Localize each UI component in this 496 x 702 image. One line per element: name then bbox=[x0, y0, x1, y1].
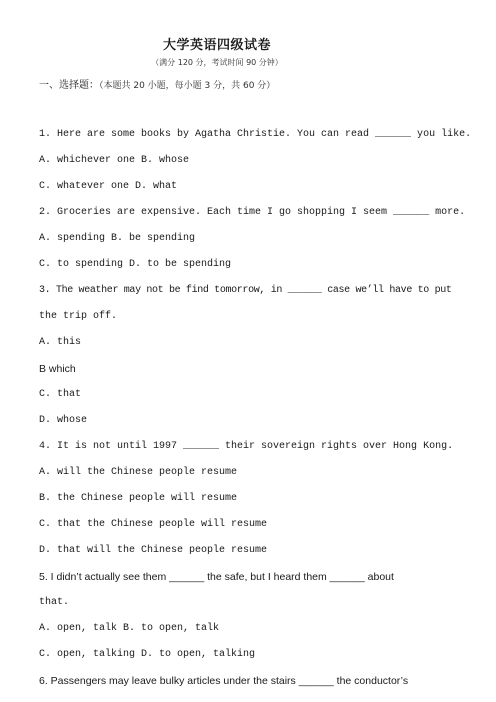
section-heading-label: 一、选择题： bbox=[39, 80, 99, 91]
question-4-option-d: D. that will the Chinese people resume bbox=[39, 545, 268, 556]
question-5-stem-continued: that. bbox=[39, 597, 70, 608]
question-3-option-a: A. this bbox=[39, 337, 82, 348]
question-6-stem: 6. Passengers may leave bulky articles under the stairs ______ the conductor’s bbox=[39, 675, 409, 687]
section-heading bbox=[39, 76, 275, 91]
question-4-option-b: B. the Chinese people will resume bbox=[39, 493, 238, 504]
exam-title: 大学英语四级试卷 bbox=[162, 38, 271, 53]
question-5-stem: 5. I didn’t actually see them ______ the safe, but I heard them ______ about bbox=[39, 571, 394, 583]
question-3-stem: 3. The weather may not be find tomorrow, in ______ case we’ll have to put bbox=[39, 285, 452, 296]
question-5-options-ab: A. open, talk B. to open, talk bbox=[39, 623, 220, 634]
question-4-option-c: C. that the Chinese people will resume bbox=[39, 519, 268, 530]
question-4-option-a: A. will the Chinese people resume bbox=[39, 467, 238, 478]
exam-subtitle: （满分 120 分，考试时间 90 分钟） bbox=[151, 58, 283, 67]
question-1-stem: 1. Here are some books by Agatha Christie. You can read ______ you like. bbox=[39, 129, 472, 140]
question-4-stem: 4. It is not until 1997 ______ their sovereign rights over Hong Kong. bbox=[39, 441, 454, 452]
question-3-option-c: C. that bbox=[39, 389, 82, 400]
question-2-options-ab: A. spending B. be spending bbox=[39, 233, 196, 244]
question-3-option-d: D. whose bbox=[39, 415, 88, 426]
question-3-option-b: B which bbox=[39, 363, 76, 375]
question-1-options-cd: C. whatever one D. what bbox=[39, 181, 178, 192]
question-1-options-ab: A. whichever one B. whose bbox=[39, 155, 190, 166]
question-5-options-cd: C. open, talking D. to open, talking bbox=[39, 649, 256, 660]
question-2-stem: 2. Groceries are expensive. Each time I go shopping I seem ______ more. bbox=[39, 207, 466, 218]
section-heading-note: （本题共 20 小题，每小题 3 分，共 60 分） bbox=[99, 81, 276, 91]
question-2-options-cd: C. to spending D. to be spending bbox=[39, 259, 232, 270]
question-3-stem-continued: the trip off. bbox=[39, 311, 118, 322]
